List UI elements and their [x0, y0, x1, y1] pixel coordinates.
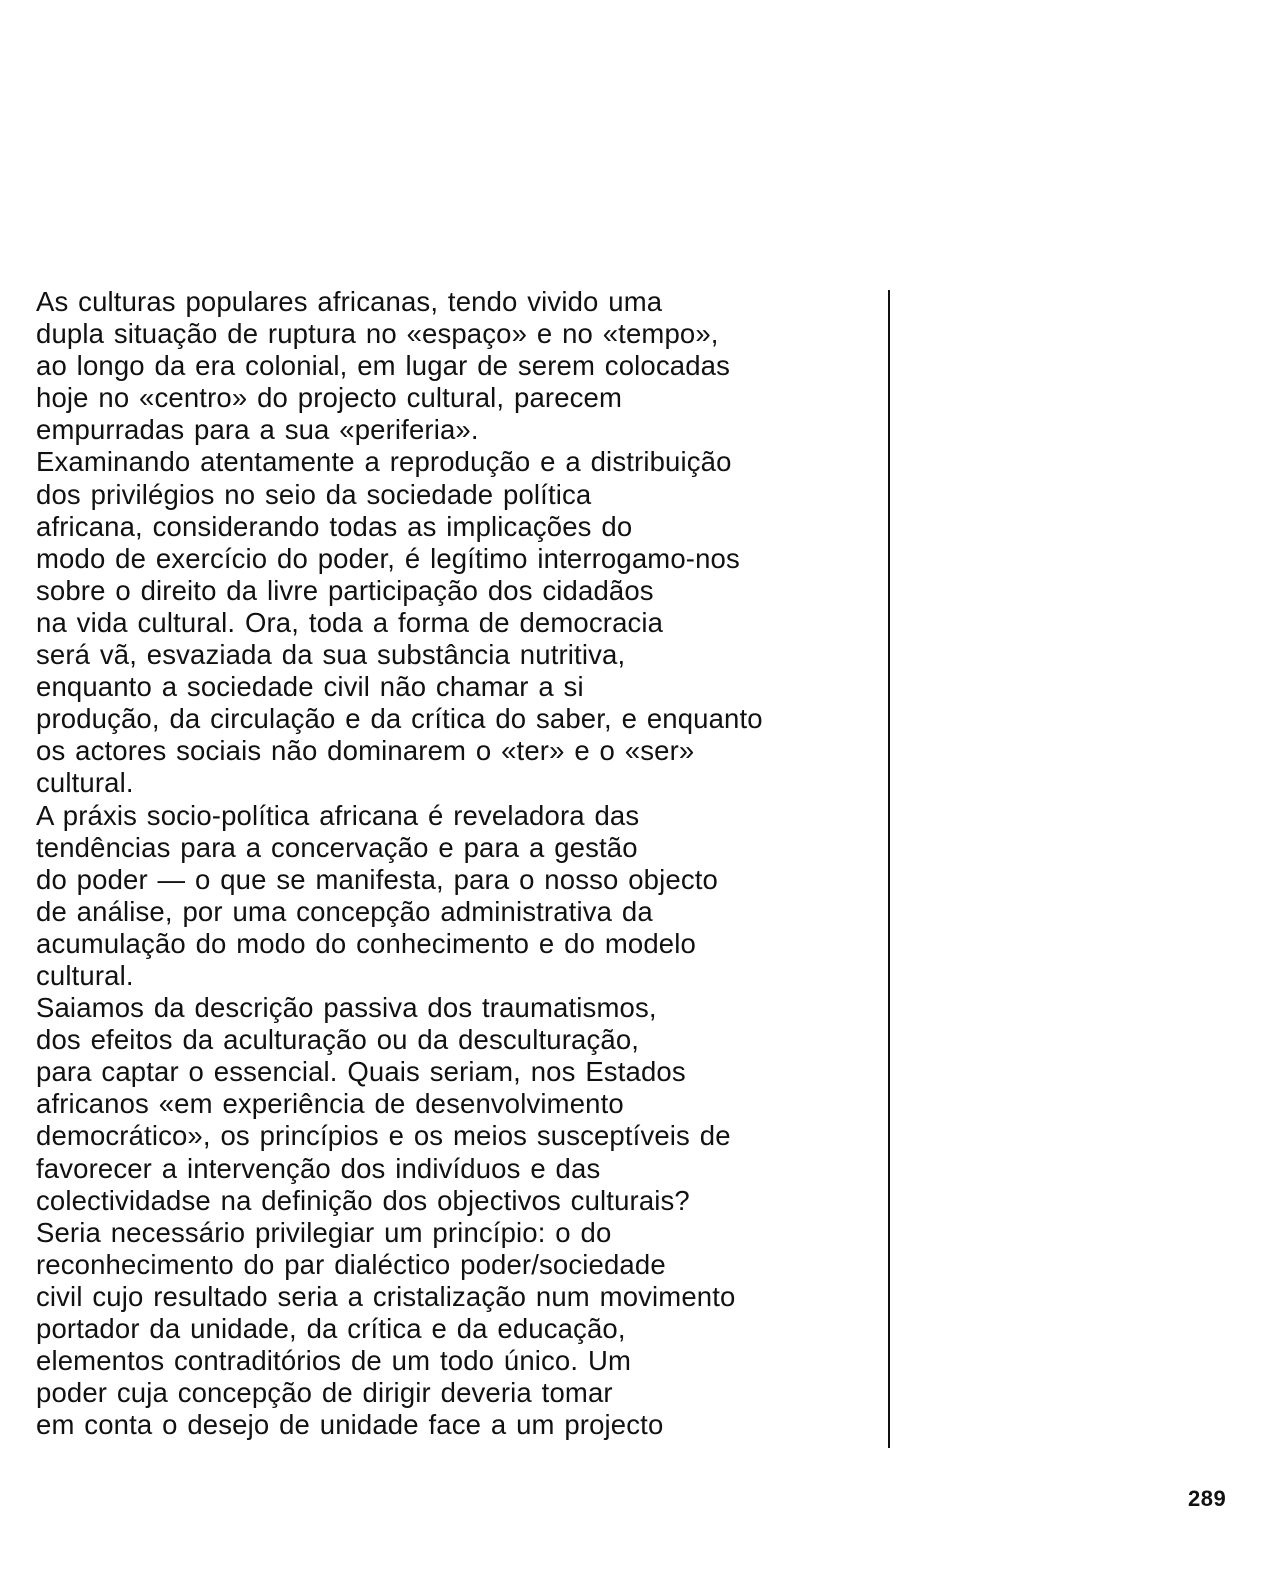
text-line: colectividadse na definição dos objectivos culturais? — [36, 1184, 690, 1216]
text-line: civil cujo resultado seria a cristalização num movimento — [36, 1280, 736, 1312]
text-line: em conta o desejo de unidade face a um projecto — [36, 1409, 664, 1441]
text-line: enquanto a sociedade civil não chamar a si — [36, 671, 584, 703]
text-line: Saiamos da descrição passiva dos traumatismos, — [36, 992, 657, 1024]
text-line: hoje no «centro» do projecto cultural, parecem — [36, 382, 623, 414]
text-line: na vida cultural. Ora, toda a forma de democracia — [36, 606, 664, 638]
text-line: cultural. — [36, 767, 134, 799]
text-line: cultural. — [36, 959, 134, 991]
text-line: poder cuja concepção de dirigir deveria tomar — [36, 1377, 613, 1409]
text-line: A práxis socio-política africana é reveladora das — [36, 799, 640, 831]
text-line: favorecer a intervenção dos indivíduos e das — [36, 1152, 601, 1184]
text-line: para captar o essencial. Quais seriam, nos Estados — [36, 1056, 686, 1088]
text-line: tendências para a concervação e para a gestão — [36, 831, 638, 863]
body-text — [36, 286, 876, 1441]
page-number: 289 — [1188, 1486, 1227, 1511]
text-line: será vã, esvaziada da sua substância nutritiva, — [36, 639, 626, 671]
text-line: elementos contraditórios de um todo único. Um — [36, 1345, 632, 1377]
text-line: Examinando atentamente a reprodução e a distribuição — [36, 446, 732, 478]
text-line: dos efeitos da aculturação ou da desculturação, — [36, 1024, 640, 1056]
text-line: reconhecimento do par dialéctico poder/sociedade — [36, 1248, 666, 1280]
text-line: acumulação do modo do conhecimento e do modelo — [36, 927, 696, 959]
text-line: africanos «em experiência de desenvolvimento — [36, 1088, 624, 1120]
text-line: produção, da circulação e da crítica do saber, e enquanto — [36, 703, 763, 735]
text-line: do poder — o que se manifesta, para o nosso objecto — [36, 863, 718, 895]
text-line: modo de exercício do poder, é legítimo interrogamo-nos — [36, 542, 740, 574]
margin-rule — [888, 290, 890, 1448]
text-line: dos privilégios no seio da sociedade política — [36, 478, 592, 510]
text-line: sobre o direito da livre participação dos cidadãos — [36, 574, 654, 606]
text-line: de análise, por uma concepção administrativa da — [36, 895, 653, 927]
text-line: democrático», os princípios e os meios susceptíveis de — [36, 1120, 731, 1152]
text-line: Seria necessário privilegiar um princípio: o do — [36, 1216, 612, 1248]
text-line: dupla situação de ruptura no «espaço» e no «tempo», — [36, 318, 719, 350]
text-line: africana, considerando todas as implicações do — [36, 510, 633, 542]
text-line: ao longo da era colonial, em lugar de serem colocadas — [36, 350, 730, 382]
text-line: empurradas para a sua «periferia». — [36, 414, 479, 446]
text-line: os actores sociais não dominarem o «ter» e o «ser» — [36, 735, 695, 767]
text-line: portador da unidade, da crítica e da educação, — [36, 1313, 626, 1344]
text-line: As culturas populares africanas, tendo vivido uma — [36, 286, 663, 317]
